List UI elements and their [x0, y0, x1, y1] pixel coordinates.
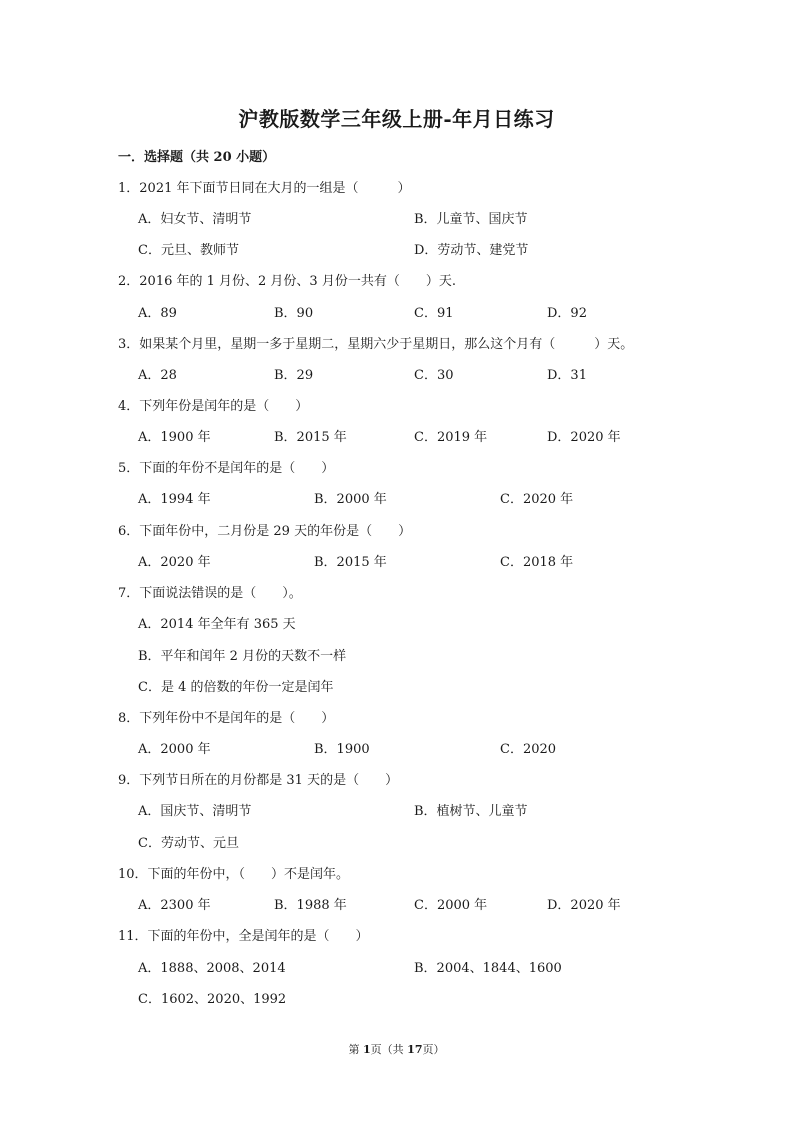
- question-8-stem: 8．下列年份中不是闰年的是（ ）: [118, 711, 335, 726]
- question-10-option-c: C．2000 年: [414, 898, 488, 913]
- question-2-option-c: C．91: [414, 306, 454, 321]
- question-3-option-d: D．31: [547, 368, 587, 383]
- question-6-stem: 6．下面年份中，二月份是 29 天的年份是（ ）: [118, 524, 412, 539]
- footer-middle: 页（共: [370, 1043, 408, 1056]
- question-6-option-c: C．2018 年: [500, 555, 574, 570]
- question-11-option-a: A．1888、2008、2014: [138, 961, 286, 976]
- question-11-option-b: B．2004、1844、1600: [414, 961, 562, 976]
- question-2-stem: 2．2016 年的 1 月份、2 月份、3 月份一共有（ ）天.: [118, 274, 456, 289]
- question-9-option-b: B．植树节、儿童节: [414, 804, 528, 819]
- question-4-option-b: B．2015 年: [274, 430, 347, 445]
- question-7-option-a: A．2014 年全年有 365 天: [138, 617, 296, 632]
- question-8-option-a: A．2000 年: [138, 742, 211, 757]
- question-4-stem: 4．下列年份是闰年的是（ ）: [118, 399, 309, 414]
- question-9-stem: 9．下列节日所在的月份都是 31 天的是（ ）: [118, 773, 399, 788]
- question-5-stem: 5．下面的年份不是闰年的是（ ）: [118, 461, 335, 476]
- question-1-option-c: C．元旦、教师节: [138, 243, 239, 258]
- page-footer: [0, 1041, 793, 1057]
- question-9-option-a: A．国庆节、清明节: [138, 804, 252, 819]
- question-10-option-a: A．2300 年: [138, 898, 211, 913]
- footer-suffix: 页）: [422, 1043, 445, 1056]
- question-8-option-c: C．2020: [500, 742, 557, 757]
- question-11-option-c: C．1602、2020、1992: [138, 992, 287, 1007]
- question-7-stem: 7．下面说法错误的是（ ）。: [118, 586, 302, 601]
- section-heading: 一．选择题（共 20 小题）: [118, 150, 276, 165]
- question-4-option-a: A．1900 年: [138, 430, 211, 445]
- question-9-option-c: C．劳动节、元旦: [138, 836, 239, 851]
- question-10-stem: 10．下面的年份中，（ ）不是闰年。: [118, 867, 350, 882]
- question-1-option-d: D．劳动节、建党节: [414, 243, 529, 258]
- question-5-option-c: C．2020 年: [500, 492, 574, 507]
- question-1-option-b: B．儿童节、国庆节: [414, 212, 528, 227]
- question-10-option-b: B．1988 年: [274, 898, 347, 913]
- question-8-option-b: B．1900: [314, 742, 370, 757]
- question-2-option-b: B．90: [274, 306, 314, 321]
- question-1-option-a: A．妇女节、清明节: [138, 212, 252, 227]
- question-1-stem: 1．2021 年下面节日同在大月的一组是（ ）: [118, 181, 411, 196]
- question-5-option-a: A．1994 年: [138, 492, 211, 507]
- question-6-option-a: A．2020 年: [138, 555, 211, 570]
- question-3-option-b: B．29: [274, 368, 314, 383]
- footer-prefix: 第: [348, 1043, 364, 1056]
- question-7-option-b: B．平年和闰年 2 月份的天数不一样: [138, 649, 347, 664]
- question-2-option-a: A．89: [138, 306, 177, 321]
- question-3-option-c: C．30: [414, 368, 454, 383]
- footer-total-pages: 17: [407, 1043, 423, 1056]
- footer-page-number: 1: [363, 1043, 371, 1056]
- question-11-stem: 11．下面的年份中，全是闰年的是（ ）: [118, 929, 369, 944]
- question-3-stem: 3．如果某个月里，星期一多于星期二，星期六少于星期日，那么这个月有（ ）天。: [118, 337, 634, 352]
- question-4-option-d: D．2020 年: [547, 430, 621, 445]
- question-3-option-a: A．28: [138, 368, 177, 383]
- page-title: 沪教版数学三年级上册-年月日练习: [238, 107, 555, 131]
- question-6-option-b: B．2015 年: [314, 555, 387, 570]
- question-10-option-d: D．2020 年: [547, 898, 621, 913]
- question-5-option-b: B．2000 年: [314, 492, 387, 507]
- question-2-option-d: D．92: [547, 306, 587, 321]
- question-7-option-c: C．是 4 的倍数的年份一定是闰年: [138, 680, 334, 695]
- question-4-option-c: C．2019 年: [414, 430, 488, 445]
